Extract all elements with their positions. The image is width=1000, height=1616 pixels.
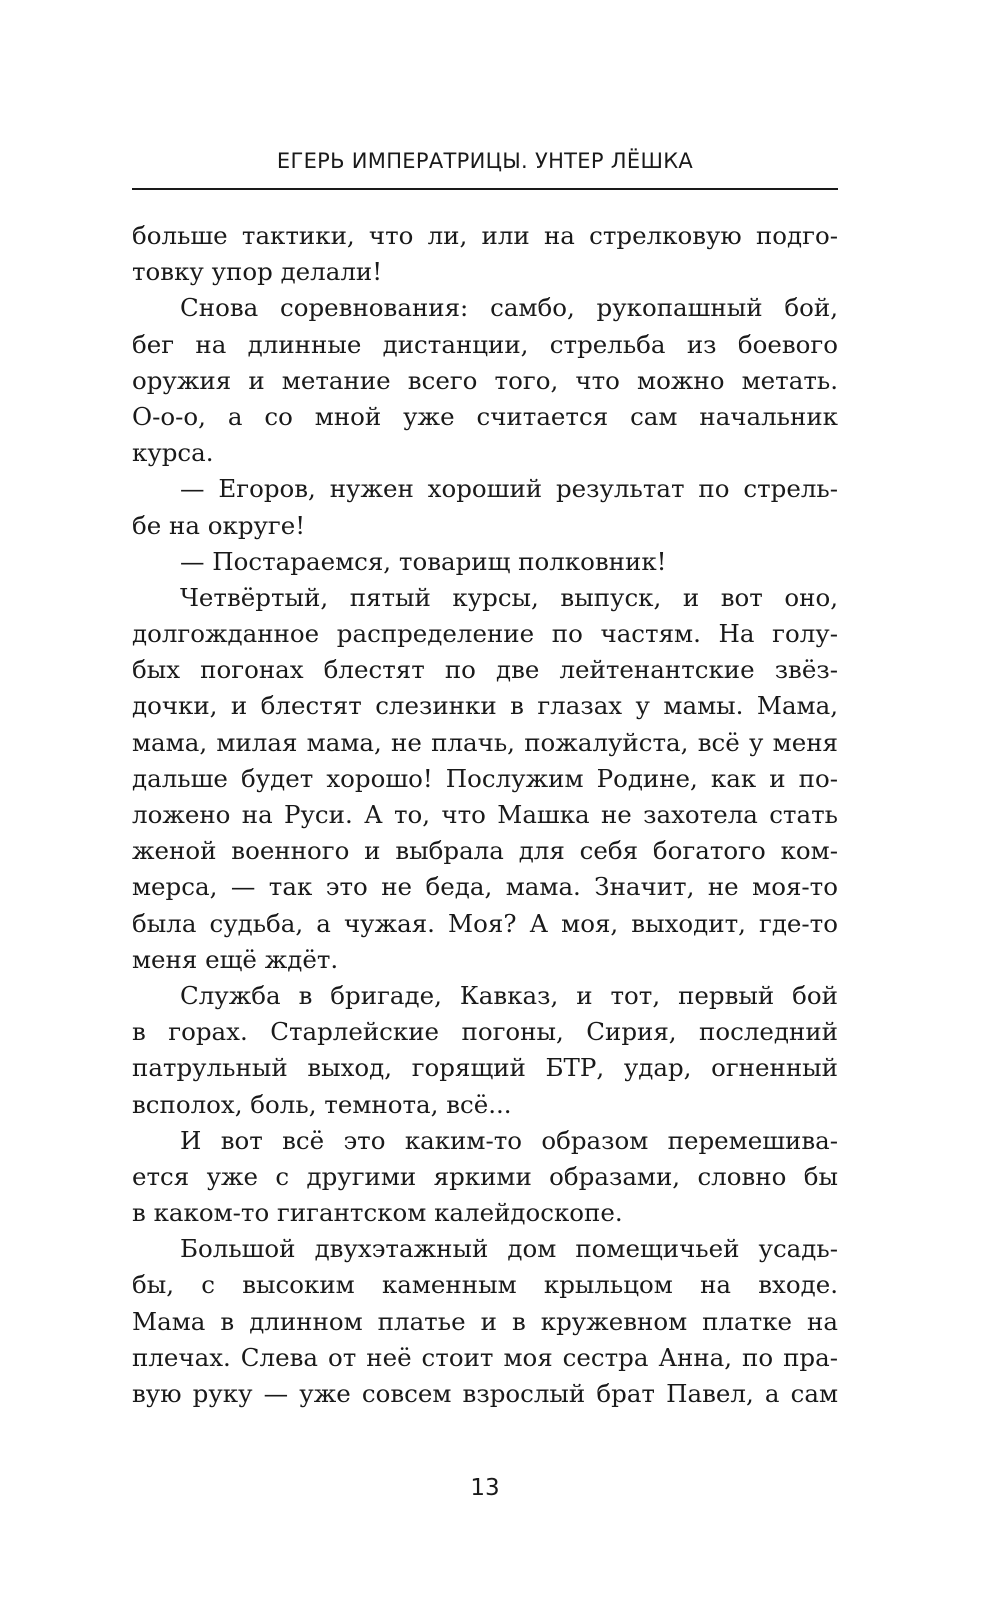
text-line: меня ещё ждёт. [132,944,339,974]
text-line: дочки, и блестят слезинки в глазах у мамы. Мама, [132,691,838,721]
text-line: мама, милая мама, не плачь, пожалуйста, всё у меня [132,727,838,757]
text-line: женой военного и выбрала для себя богатого ком- [132,836,838,866]
text-line: в каком-то гигантском калейдоскопе. [132,1198,623,1228]
text-line: плечах. Слева от неё стоит моя сестра Анна, по пра- [132,1342,838,1372]
text-line: Мама в длинном платье и в кружевном платке на [132,1306,838,1336]
text-line: в горах. Старлейские погоны, Сирия, последний [132,1017,838,1047]
text-line: бых погонах блестят по две лейтенантские звёз- [132,655,838,685]
text-line: бы, с высоким каменным крыльцом на входе. [132,1270,838,1300]
text-line: Большой двухэтажный дом помещичьей усадь- [180,1234,838,1264]
page-number: 13 [470,1475,500,1501]
text-line: патрульный выход, горящий БТР, удар, огненный [132,1053,838,1083]
text-line: — Постараемся, товарищ полковник! [180,546,667,576]
text-line: товку упор делали! [132,257,383,287]
text-line: О-о-о, а со мной уже считается сам начальник [132,401,838,431]
text-line: Четвёртый, пятый курсы, выпуск, и вот оно, [180,582,838,612]
text-line: ложено на Руси. А то, что Машка не захотела стать [132,800,838,829]
text-line: ется уже с другими яркими образами, словно бы [132,1161,838,1191]
text-line: — Егоров, нужен хороший результат по стрель- [180,474,838,504]
text-line: И вот всё это каким-то образом перемешива- [180,1125,838,1155]
header-rule [132,188,838,190]
text-line: была судьба, а чужая. Моя? А моя, выходит, где-то [132,908,838,938]
running-head: ЕГЕРЬ ИМПЕРАТРИЦЫ. УНТЕР ЛЁШКА [276,149,694,173]
text-line: больше тактики, что ли, или на стрелковую подго- [132,221,838,250]
text-line: оружия и метание всего того, что можно метать. [132,365,838,395]
text-line: Снова соревнования: самбо, рукопашный бой, [180,293,838,323]
text-line: мерса, — так это не беда, мама. Значит, не моя-то [132,872,838,902]
text-line: дальше будет хорошо! Послужим Родине, как и по- [132,763,838,793]
body-text [132,218,838,1412]
text-line: курса. [132,438,214,468]
text-line: долгожданное распределение по частям. На голу- [132,619,838,649]
text-line: бег на длинные дистанции, стрельба из боевого [132,329,838,359]
text-line: бе на округе! [132,510,306,540]
text-line: Служба в бригаде, Кавказ, и тот, первый бой [180,980,838,1010]
text-line: всполох, боль, темнота, всё... [132,1089,512,1119]
text-line: вую руку — уже совсем взрослый брат Павел, а сам [132,1379,838,1408]
